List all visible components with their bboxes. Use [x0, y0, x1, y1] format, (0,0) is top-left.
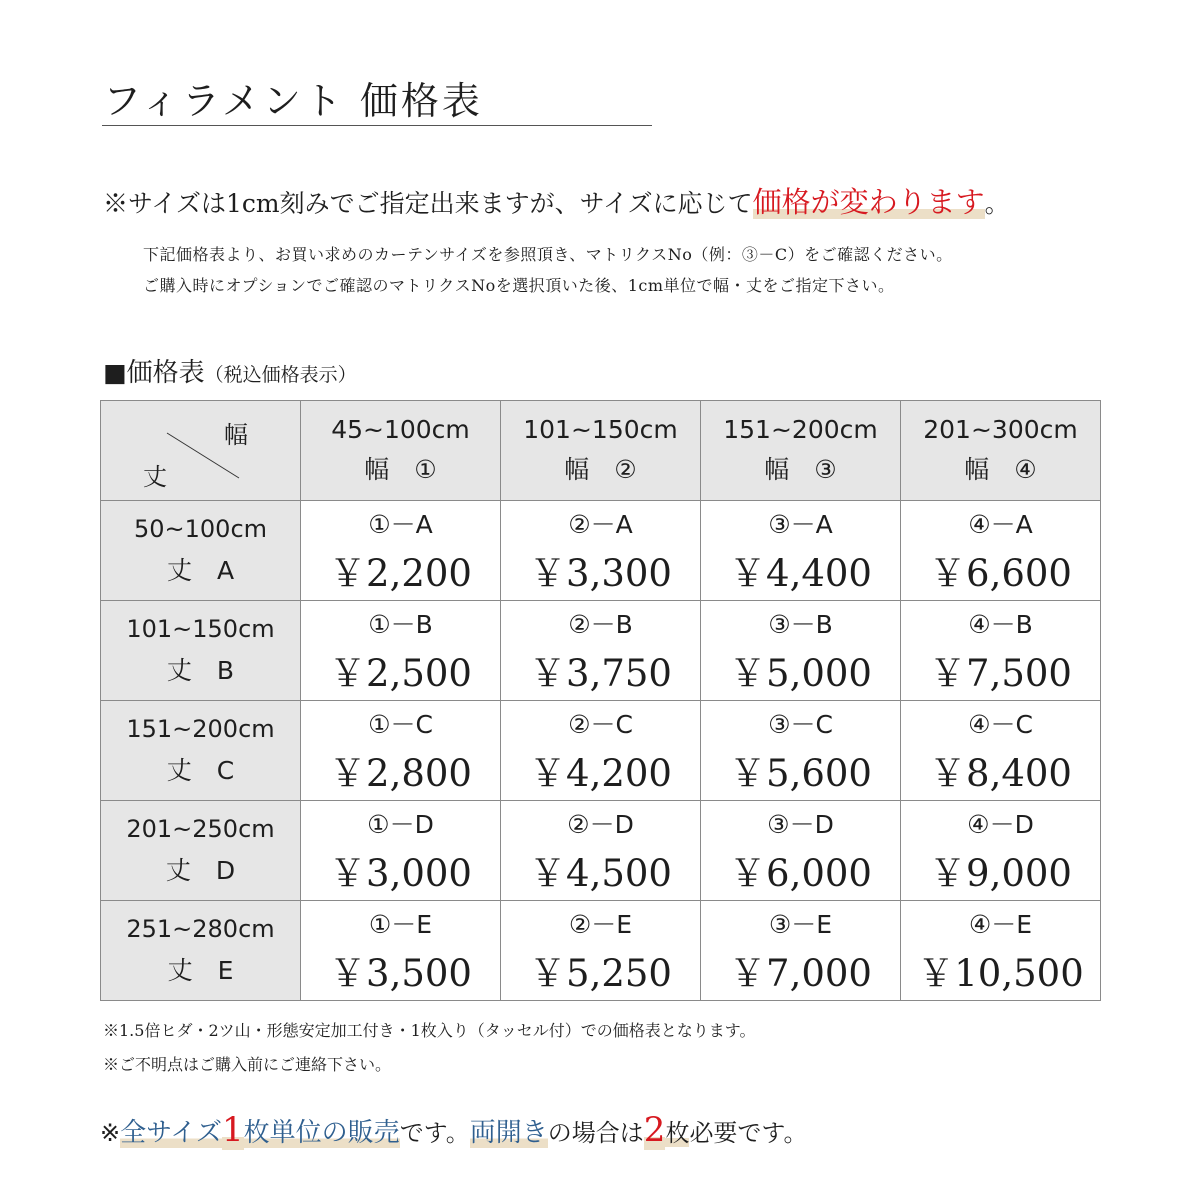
price-value: ￥3,500 — [329, 951, 472, 995]
row-range: 151~200cm — [126, 714, 275, 743]
description-line-2: ご購入時にオプションでご確認のマトリクスNoを選択頂いた後、1cm単位で幅・丈をご指定下さい。 — [143, 276, 895, 295]
column-label: 幅 ③ — [764, 455, 837, 484]
row-label: 丈 D — [165, 855, 236, 885]
row-label: 丈 E — [167, 955, 234, 985]
price-value: ￥3,300 — [529, 551, 672, 595]
corner-height-label: 丈 — [143, 463, 167, 491]
matrix-code: ②－A — [568, 509, 633, 539]
price-table-label: 価格表 — [126, 358, 205, 388]
price-value: ￥8,400 — [929, 751, 1072, 795]
matrix-code: ④－E — [968, 909, 1033, 939]
row-header-a — [101, 501, 301, 601]
price-value: ￥5,600 — [729, 751, 872, 795]
table-row — [101, 701, 1101, 801]
matrix-code: ④－A — [968, 509, 1033, 539]
column-header-4 — [901, 401, 1101, 501]
matrix-code: ②－C — [568, 709, 633, 739]
final-note — [100, 1110, 808, 1150]
price-value: ￥2,500 — [329, 651, 472, 695]
corner-cell — [101, 401, 301, 501]
price-value: ￥6,600 — [929, 551, 1072, 595]
price-cell — [301, 501, 501, 601]
column-range: 201~300cm — [923, 415, 1078, 444]
matrix-code: ③－A — [768, 509, 833, 539]
square-bullet: ■ — [103, 358, 127, 387]
price-cell — [901, 801, 1101, 901]
price-cell — [501, 901, 701, 1001]
price-cell — [701, 501, 901, 601]
matrix-code: ③－C — [768, 709, 833, 739]
matrix-code: ①－A — [368, 509, 433, 539]
price-cell — [701, 901, 901, 1001]
price-value: ￥4,400 — [729, 551, 872, 595]
matrix-code: ②－E — [568, 909, 633, 939]
matrix-code: ④－B — [968, 609, 1033, 639]
price-cell — [901, 901, 1101, 1001]
price-value: ￥3,000 — [329, 851, 472, 895]
page-title: フィラメント 価格表 — [103, 79, 483, 123]
column-range: 45~100cm — [331, 415, 470, 444]
price-value: ￥5,250 — [529, 951, 672, 995]
column-header-1 — [301, 401, 501, 501]
matrix-code: ①－C — [368, 709, 433, 739]
size-notice-text: ※サイズは1cm刻みでご指定出来ますが、サイズに応じて — [103, 189, 753, 218]
price-change-highlight: 価格が変わります — [752, 185, 985, 219]
price-matrix-table — [100, 400, 1101, 1001]
desu-text: です。 — [399, 1119, 470, 1147]
price-cell — [501, 801, 701, 901]
column-range: 101~150cm — [523, 415, 678, 444]
hitsuyou-text: 必要です。 — [689, 1119, 808, 1147]
price-value: ￥4,500 — [529, 851, 672, 895]
column-header-2 — [501, 401, 701, 501]
diagonal-line — [101, 401, 299, 500]
matrix-code: ②－B — [568, 609, 633, 639]
price-cell — [301, 701, 501, 801]
matrix-code: ③－E — [768, 909, 833, 939]
matrix-code: ④－C — [968, 709, 1033, 739]
row-label: 丈 B — [166, 655, 235, 685]
matrix-code: ④－D — [967, 809, 1034, 839]
price-cell — [301, 901, 501, 1001]
price-value: ￥5,000 — [729, 651, 872, 695]
price-table-heading — [103, 352, 357, 389]
size-notice-period: 。 — [984, 189, 1010, 218]
price-value: ￥9,000 — [929, 851, 1072, 895]
price-value: ￥7,500 — [929, 651, 1072, 695]
matrix-code: ①－D — [367, 809, 434, 839]
price-cell — [501, 701, 701, 801]
unit-sale-text: 枚単位の販売 — [243, 1118, 400, 1148]
table-row — [101, 601, 1101, 701]
final-note-mark: ※ — [100, 1119, 121, 1147]
price-cell — [701, 601, 901, 701]
price-value: ￥3,750 — [529, 651, 672, 695]
matrix-code: ③－B — [768, 609, 833, 639]
one-count: 1 — [222, 1110, 244, 1150]
row-range: 251~280cm — [126, 914, 275, 943]
row-header-e — [101, 901, 301, 1001]
price-value: ￥2,800 — [329, 751, 472, 795]
row-header-b — [101, 601, 301, 701]
price-value: ￥6,000 — [729, 851, 872, 895]
tax-included-note: （税込価格表示） — [204, 364, 357, 386]
row-range: 201~250cm — [126, 814, 275, 843]
column-label: 幅 ④ — [964, 455, 1037, 484]
row-range: 101~150cm — [126, 614, 275, 643]
price-value: ￥10,500 — [917, 951, 1084, 995]
footnote-1: ※1.5倍ヒダ・2ツ山・形態安定加工付き・1枚入り（タッセル付）での価格表となります。 — [103, 1021, 756, 1040]
size-notice — [103, 180, 1010, 221]
title-underline — [102, 125, 652, 126]
two-count: 2 — [643, 1110, 666, 1150]
row-label: 丈 A — [166, 555, 235, 585]
price-value: ￥2,200 — [329, 551, 472, 595]
price-value: ￥7,000 — [729, 951, 872, 995]
table-row — [101, 901, 1101, 1001]
no-baai-text: の場合は — [547, 1119, 644, 1147]
matrix-code: ③－D — [767, 809, 834, 839]
price-cell — [901, 701, 1101, 801]
mai-text: 枚 — [665, 1119, 690, 1147]
row-header-c — [101, 701, 301, 801]
corner-width-label: 幅 — [224, 421, 248, 449]
price-cell — [501, 601, 701, 701]
column-label: 幅 ① — [364, 455, 437, 484]
price-cell — [301, 601, 501, 701]
price-cell — [901, 501, 1101, 601]
all-sizes-text: 全サイズ — [120, 1118, 223, 1148]
row-label: 丈 C — [166, 755, 235, 785]
price-cell — [701, 801, 901, 901]
matrix-code: ②－D — [567, 809, 634, 839]
price-cell — [501, 501, 701, 601]
price-cell — [901, 601, 1101, 701]
table-row — [101, 801, 1101, 901]
price-cell — [701, 701, 901, 801]
matrix-code: ①－E — [368, 909, 433, 939]
ryobiraki-text: 両開き — [469, 1118, 548, 1148]
table-row — [101, 501, 1101, 601]
column-header-3 — [701, 401, 901, 501]
column-label: 幅 ② — [564, 455, 637, 484]
table-header-row — [101, 401, 1101, 501]
description-line-1: 下記価格表より、お買い求めのカーテンサイズを参照頂き、マトリクスNo（例：③－C）をご確認ください。 — [143, 245, 953, 264]
row-header-d — [101, 801, 301, 901]
footnote-2: ※ご不明点はご購入前にご連絡下さい。 — [103, 1055, 392, 1074]
column-range: 151~200cm — [723, 415, 878, 444]
matrix-code: ①－B — [368, 609, 433, 639]
price-value: ￥4,200 — [529, 751, 672, 795]
row-range: 50~100cm — [133, 514, 268, 543]
price-cell — [301, 801, 501, 901]
